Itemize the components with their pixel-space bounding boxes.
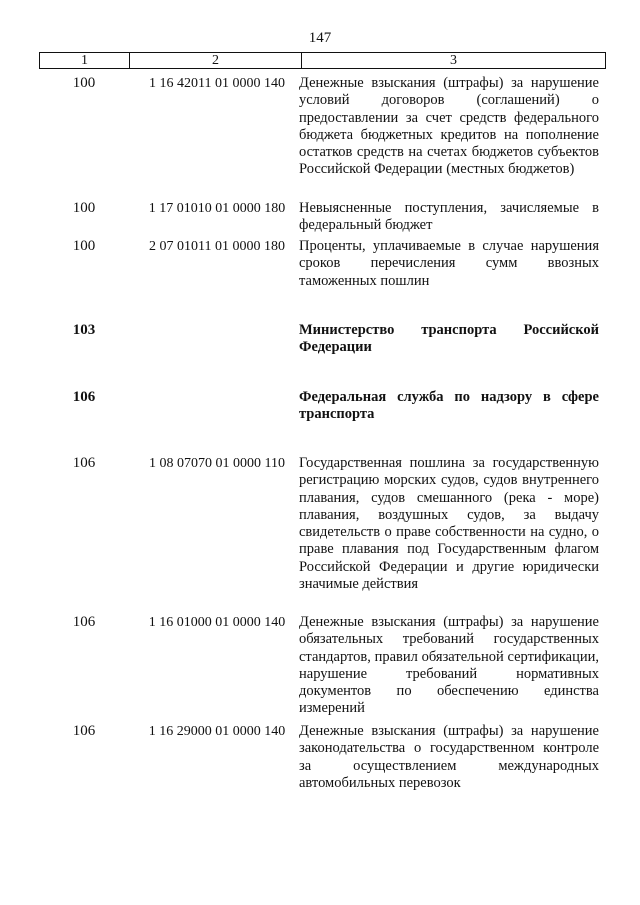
admin-code: 100 (72, 238, 96, 254)
page-number: 147 (308, 30, 332, 46)
budget-code: 1 16 29000 01 0000 140 (148, 724, 286, 739)
admin-code: 100 (72, 200, 96, 216)
budget-code: 2 07 01011 01 0000 180 (149, 239, 285, 254)
table-header (39, 52, 606, 69)
budget-code: 1 16 42011 01 0000 140 (149, 76, 285, 91)
budget-code: 1 16 01000 01 0000 140 (148, 615, 286, 630)
row-description: Проценты, уплачиваемые в случае нарушения сроков перечисления сумм ввозных таможенных пошлин (299, 238, 599, 289)
header-col-3: 3 (450, 53, 457, 68)
admin-code: 103 (72, 322, 96, 338)
row-description: Государственная пошлина за государственную регистрацию морских судов, судов внутреннего плавания, судов смешанного (река - море) плавания, воздушных судов, за выдачу свидетельств о праве собственности на судно, о праве плавания под Государственным флагом Российской Федерации и другие юридически значимые действия (299, 455, 599, 593)
admin-code: 100 (72, 75, 96, 91)
budget-code: 1 08 07070 01 0000 110 (149, 456, 285, 471)
header-col-2: 2 (130, 53, 302, 68)
header-col-1: 1 (40, 53, 130, 68)
row-description: Денежные взыскания (штрафы) за нарушение обязательных требований государственных стандартов, правил обязательной сертификации, нарушение требований нормативных документов по обеспечению единства измерений (299, 614, 599, 717)
admin-code: 106 (72, 614, 96, 630)
section-heading: Федеральная служба по надзору в сфере транспорта (299, 389, 599, 423)
row-description: Денежные взыскания (штрафы) за нарушение законодательства о государственном контроле за осуществлением международных автомобильных перевозок (299, 723, 599, 791)
admin-code: 106 (72, 723, 96, 739)
section-heading: Министерство транспорта Российской Федерации (299, 322, 599, 356)
admin-code: 106 (72, 455, 96, 471)
row-description: Невыясненные поступления, зачисляемые в федеральный бюджет (299, 200, 599, 234)
row-description: Денежные взыскания (штрафы) за нарушение условий договоров (соглашений) о предоставлении за счет средств федерального бюджета бюджетных кредитов на пополнение остатков средств на счетах бюджетов субъектов Российской Федерации (местных бюджетов) (299, 75, 599, 178)
admin-code: 106 (72, 389, 96, 405)
budget-code: 1 17 01010 01 0000 180 (148, 201, 286, 216)
